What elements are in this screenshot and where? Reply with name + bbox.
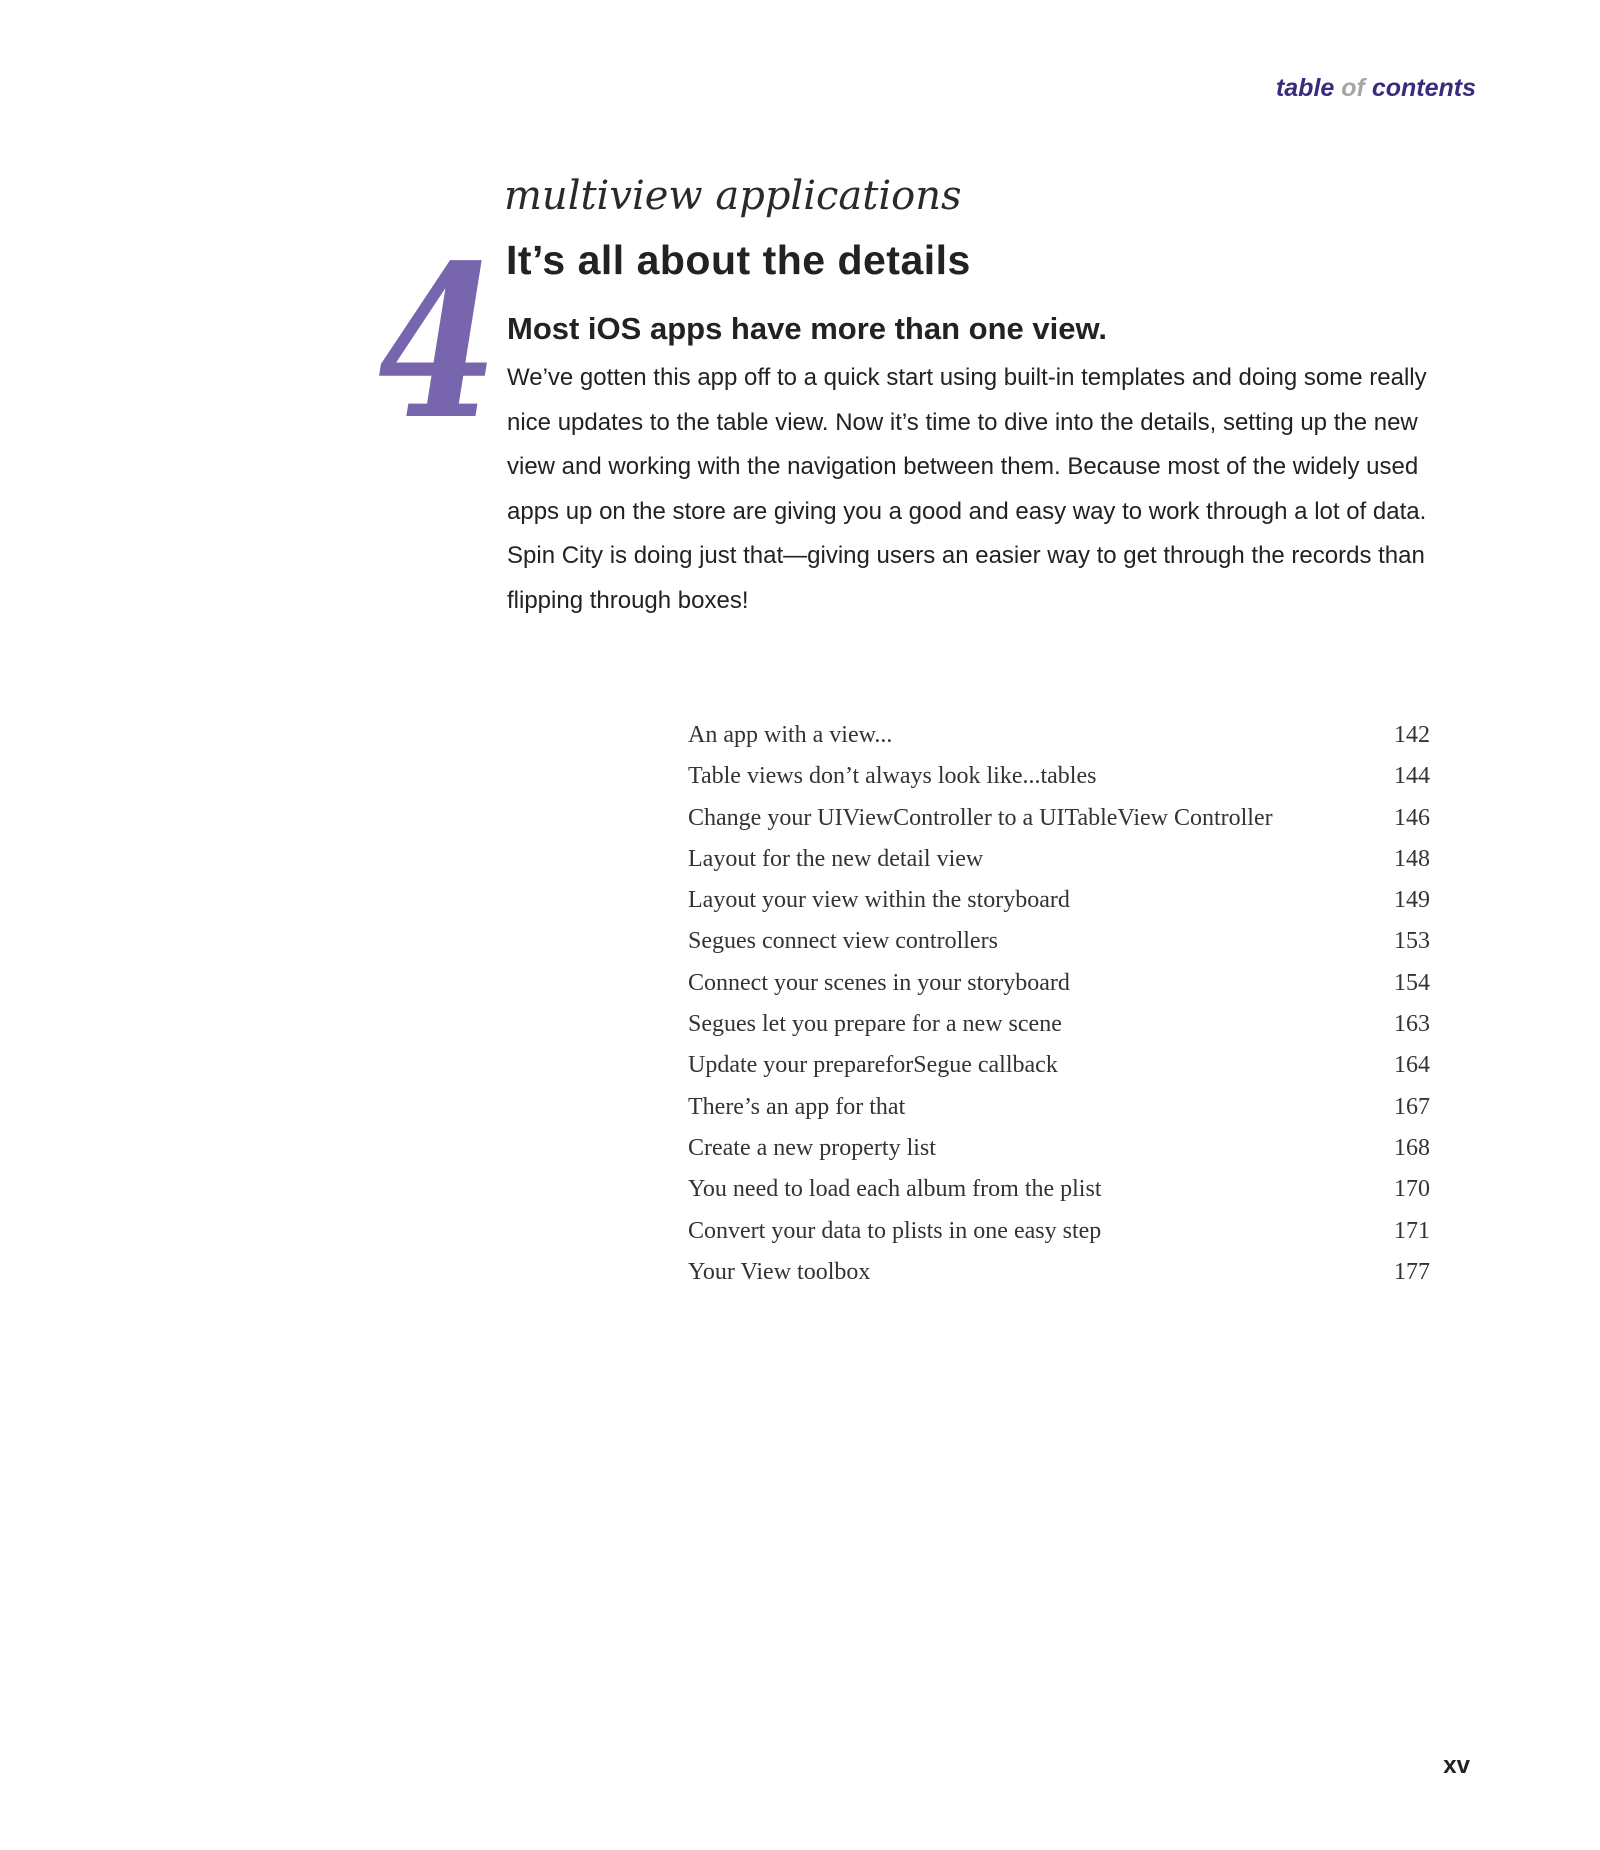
toc-entry-title: Connect your scenes in your storyboard — [688, 969, 1070, 996]
toc-entry[interactable] — [688, 880, 1430, 921]
toc-entry-title: Table views don’t always look like...tables — [688, 763, 1097, 790]
toc-entry-page: 144 — [1394, 763, 1430, 790]
toc-entry-page: 171 — [1394, 1217, 1430, 1244]
toc-entry-page: 153 — [1394, 928, 1430, 955]
chapter-kicker: multiview applications — [504, 173, 962, 219]
toc-entry-title: Segues connect view controllers — [688, 928, 998, 955]
running-head — [1276, 74, 1476, 103]
toc-entry-page: 177 — [1394, 1258, 1430, 1285]
toc-entry[interactable] — [688, 1169, 1430, 1210]
toc-entry[interactable] — [688, 921, 1430, 962]
running-head-contents: contents — [1371, 74, 1476, 102]
toc-entry[interactable] — [688, 756, 1430, 797]
toc-entry-page: 154 — [1394, 969, 1430, 996]
running-head-table: table — [1275, 74, 1335, 102]
chapter-body: We’ve gotten this app off to a quick start using built-in templates and doing some really nice updates to the table view. Now it’s time to dive into the details, setting up the new view and working with the navigation between them. Because most of the widely used apps up on the store are giving you a good and easy way to work through a lot of data. Spin City is doing just that—giving users an easier way to get through the records than flipping through boxes! — [507, 364, 1427, 614]
toc-entry-page: 167 — [1394, 1093, 1430, 1120]
toc-entry-title: Convert your data to plists in one easy step — [688, 1217, 1102, 1244]
toc-entry-page: 146 — [1394, 804, 1430, 831]
toc-entry-page: 142 — [1394, 722, 1430, 748]
toc-entry[interactable] — [688, 1211, 1430, 1252]
toc-entry-title: Update your prepareforSegue callback — [688, 1052, 1058, 1079]
toc-entry-title: Layout your view within the storyboard — [688, 887, 1070, 914]
toc-entry[interactable] — [688, 1252, 1430, 1293]
toc-entry-title: An app with a view... — [688, 722, 893, 748]
toc-entry-title: Your View toolbox — [688, 1258, 871, 1285]
page-folio: xv — [1443, 1752, 1470, 1779]
toc-entry[interactable] — [688, 963, 1430, 1004]
toc-entry-title: You need to load each album from the plist — [688, 1176, 1102, 1203]
toc-entry[interactable] — [688, 1087, 1430, 1128]
toc-entry-page: 168 — [1394, 1134, 1430, 1161]
toc-entry[interactable] — [688, 1004, 1430, 1045]
toc-entry-title: There’s an app for that — [688, 1093, 906, 1120]
toc-entry-page: 149 — [1394, 887, 1430, 914]
toc-entry-title: Layout for the new detail view — [688, 845, 984, 872]
toc-entry-page: 170 — [1394, 1176, 1430, 1203]
toc-list — [688, 715, 1430, 1293]
toc-entry-title: Change your UIViewController to a UITableView Controller — [688, 804, 1273, 831]
toc-entry[interactable] — [688, 1045, 1430, 1086]
chapter-lead: Most iOS apps have more than one view. — [507, 311, 1108, 346]
chapter-title: It’s all about the details — [506, 237, 971, 283]
toc-entry-title: Create a new property list — [688, 1134, 936, 1161]
running-head-of: of — [1341, 74, 1365, 102]
toc-entry[interactable] — [688, 715, 1430, 756]
toc-entry[interactable] — [688, 1128, 1430, 1169]
toc-entry-page: 163 — [1394, 1011, 1430, 1038]
toc-entry-page: 148 — [1394, 845, 1430, 872]
toc-entry-title: Segues let you prepare for a new scene — [688, 1011, 1062, 1038]
chapter-number: 4 — [378, 219, 498, 466]
toc-entry[interactable] — [688, 798, 1430, 839]
toc-entry[interactable] — [688, 839, 1430, 880]
toc-entry-page: 164 — [1394, 1052, 1430, 1079]
